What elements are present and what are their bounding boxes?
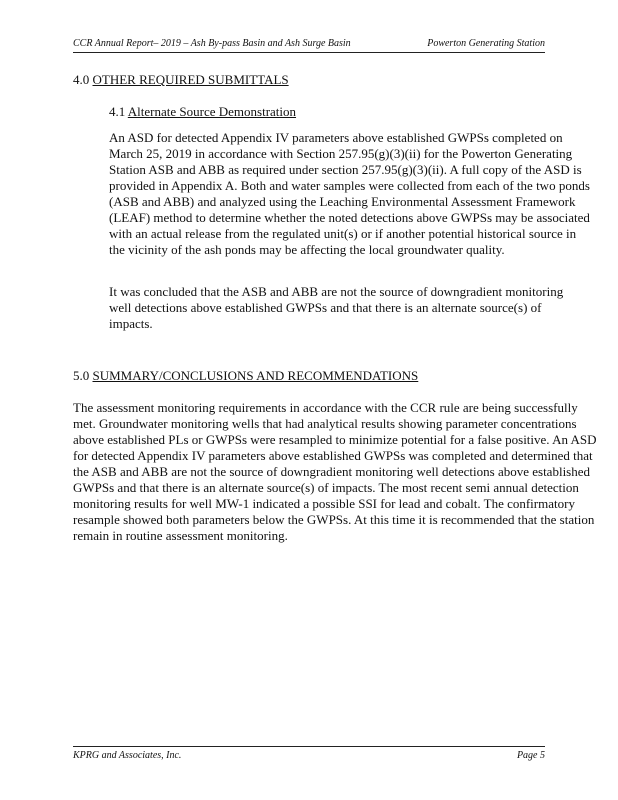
section-4-heading — [73, 72, 289, 88]
section-5-title: SUMMARY/CONCLUSIONS AND RECOMMENDATIONS — [92, 368, 419, 383]
summary-paragraph: The assessment monitoring requirements in accordance with the CCR rule are being successfully met. Groundwater monitoring wells that had analytical results showing parameter concentrations above established PLs or GWPSs were resampled to minimize potential for a false positive. An ASD for detected Appendix IV parameters above established GWPSs was completed and determined that the ASB and ABB are not the source of downgradient monitoring well detections above established GWPSs and that there is an alternate source(s) of impacts. The most recent semi annual detection monitoring results for well MW-1 indicated a possible SSI for lead and cobalt. The confirmatory resample showed both parameters below the GWPSs. At this time it is recommended that the station remain in routine assessment monitoring. — [73, 400, 597, 543]
page-footer — [73, 746, 545, 761]
asd-conclusion-paragraph: It was concluded that the ASB and ABB are not the source of downgradient monitoring well detections above established GWPSs and that there is an alternate source(s) of impacts. — [109, 284, 564, 331]
section-4-title: OTHER REQUIRED SUBMITTALS — [92, 72, 289, 87]
subsection-4-1-title: Alternate Source Demonstration — [127, 104, 297, 119]
section-5-heading — [73, 368, 418, 384]
header-station-name: Powerton Generating Station — [427, 38, 545, 49]
subsection-4-1-number: 4.1 — [109, 104, 126, 119]
subsection-4-1-heading — [109, 104, 296, 120]
page-header — [73, 38, 545, 53]
footer-page-number: Page 5 — [516, 750, 545, 761]
section-4-number: 4.0 — [73, 72, 90, 87]
section-5-number: 5.0 — [73, 368, 90, 383]
footer-company-name: KPRG and Associates, Inc. — [73, 750, 182, 761]
header-report-title: CCR Annual Report– 2019 – Ash By-pass Basin and Ash Surge Basin — [73, 38, 351, 49]
asd-paragraph: An ASD for detected Appendix IV parameters above established GWPSs completed on March 25, 2019 in accordance with Section 257.95(g)(3)(ii) for the Powerton Generating Station ASB and ABB as required under section 257.95(g)(3)(ii). A full copy of the ASD is provided in Appendix A. Both and water samples were collected from each of the two ponds (ASB and ABB) and analyzed using the Leaching Environmental Assessment Framework (LEAF) method to determine whether the noted detections above GWPSs may be associated with an actual release from the regulated unit(s) or if another potential historical source in the vicinity of the ash ponds may be affecting the local groundwater quality. — [109, 130, 590, 257]
